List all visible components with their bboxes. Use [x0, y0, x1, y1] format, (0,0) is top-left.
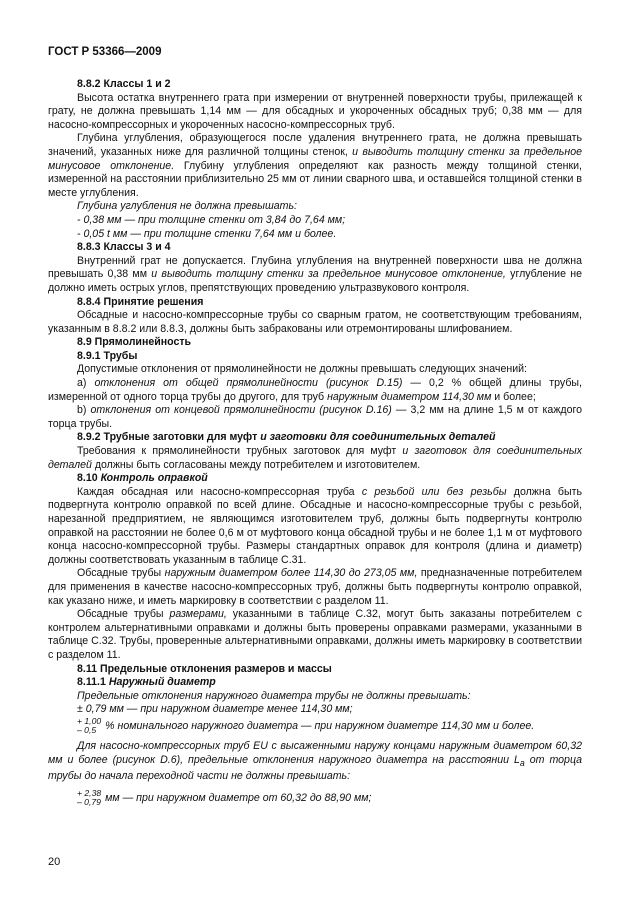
paragraph: Внутренний грат не допускается. Глубина углубления на внутренней поверхности шва не должна превышать 0,38 мм и выводить толщину стенки за предельное минусовое отклонение, углубление не должно иметь острых углов, препятствующих проведению ультразвукового контроля.	[48, 254, 582, 294]
list-item: ± 0,79 мм — при наружном диаметре менее 114,30 мм;	[77, 703, 353, 716]
document-header: ГОСТ Р 53366—2009	[48, 46, 162, 58]
paragraph: Допустимые отклонения от прямолинейности не должны превышать следующих значений:	[77, 363, 527, 376]
paragraph: Обсадные и насосно-компрессорные трубы со сварным гратом, не соответствующим требованиям, указанным в 8.8.2 или 8.8.3, должны быть забракованы или отремонтированы шлифованием.	[48, 309, 582, 335]
list-item: - 0,38 мм — при толщине стенки от 3,84 до 7,64 мм;	[77, 213, 346, 226]
heading-8-10: 8.10 Контроль оправкой	[77, 472, 208, 485]
paragraph: Каждая обсадная или насосно-компрессорная труба с резьбой или без резьбы должна быть подвергнута контролю оправкой по всей длине. Обсадные и насосно-компрессорные трубы с резьбой, нарезанной предприятием, не являющимся изготовителем труб, должны быть подвергнуты контролю оправкой на расстоянии не более 0,6 м от муфтового конца обсадной трубы и не более 1,1 м от муфтового конца насосно-компрессорной трубы. Размеры стандартных оправок для контроля (длина и диаметр) должны соответствовать указанным в таблице С.31.	[48, 485, 582, 566]
paragraph: Предельные отклонения наружного диаметра трубы не должны превышать:	[77, 689, 471, 702]
heading-8-8-4: 8.8.4 Принятие решения	[77, 295, 204, 308]
list-item-b: b) отклонения от концевой прямолинейности (рисунок D.16) — 3,2 мм на длине 1,5 м от каждого торца трубы.	[48, 404, 583, 430]
heading-8-9-2: 8.9.2 Трубные заготовки для муфт и заготовки для соединительных деталей	[77, 431, 496, 444]
paragraph: Обсадные трубы размерами, указанными в таблице С.32, могут быть заказаны потребителем с контролем альтернативными оправками и должны быть проверены оправками размерами, указанными в таблице С.32. Трубы, проверенные альтернативными оправками, должны иметь маркировку в соответствии с разделом 11.	[48, 608, 582, 661]
heading-8-9: 8.9 Прямолинейность	[77, 336, 192, 349]
paragraph: Для насосно-компрессорных труб EU с высаженными наружу концами наружным диаметром 60,32 мм и более (рисунок D.6), предельные отклонения наружного диаметра на расстоянии $L_a$ от торца трубы до начала переходной части не должны превышать:	[48, 739, 583, 783]
paragraph: Требования к прямолинейности трубных заготовок для муфт и заготовок для соединительных деталей должны быть согласованы между потребителем и изготовителем.	[48, 445, 582, 471]
paragraph: Высота остатка внутреннего грата при измерении от внутренней поверхности трубы, прилежащей к грату, не должна превышать 1,14 мм — для обсадных и укороченных обсадных труб; 0,38 мм — для насосно-компрессорных и укороченных насосно-компрессорных труб.	[48, 91, 582, 131]
heading-8-11: 8.11 Предельные отклонения размеров и массы	[77, 662, 332, 675]
list-item: + 1,00 – 0,5 % номинального наружного диаметра — при наружном диаметре 114,30 мм и более.	[77, 715, 535, 735]
page-number: 20	[48, 856, 61, 868]
list-item-a: а) отклонения от общей прямолинейности (рисунок D.15) — 0,2 % общей длины трубы, измеренной от одного торца трубы до другого, для труб наружным диаметром 114,30 мм и более;	[48, 377, 582, 403]
list-item: + 2,38 – 0,79 мм — при наружном диаметре от 60,32 до 88,90 мм;	[77, 787, 372, 807]
tolerance-fraction: + 1,00 – 0,5	[77, 715, 102, 735]
list-item: - 0,05 t мм — при толщине стенки 7,64 мм и более.	[77, 227, 337, 240]
heading-8-9-1: 8.9.1 Трубы	[77, 349, 138, 362]
paragraph: Глубина углубления, образующегося после удаления внутреннего грата, не должна превышать значений, указанных ниже для различной толщины стенок, и выводить толщину стенки за предельное минусовое отклонение. Глубину углубления определяют как разность между толщиной стенки, измеренной на расстоянии приблизительно 25 мм от линии сварного шва, и оставшейся толщиной стенки в месте углубления.	[48, 132, 582, 199]
heading-8-11-1: 8.11.1 Наружный диаметр	[77, 676, 216, 689]
heading-8-8-3: 8.8.3 Классы 3 и 4	[77, 241, 171, 254]
list-intro: Глубина углубления не должна превышать:	[77, 200, 297, 213]
paragraph: Обсадные трубы наружным диаметром более 114,30 до 273,05 мм, предназначенные потребителем для применения в качестве насосно-компрессорных труб, должны быть подвергнуты контролю оправкой, как указано ниже, и иметь маркировку в соответствии с разделом 11.	[48, 567, 582, 607]
tolerance-fraction: + 2,38 – 0,79	[77, 787, 102, 807]
document-body	[48, 78, 582, 807]
heading-8-8-2: 8.8.2 Классы 1 и 2	[77, 78, 171, 90]
